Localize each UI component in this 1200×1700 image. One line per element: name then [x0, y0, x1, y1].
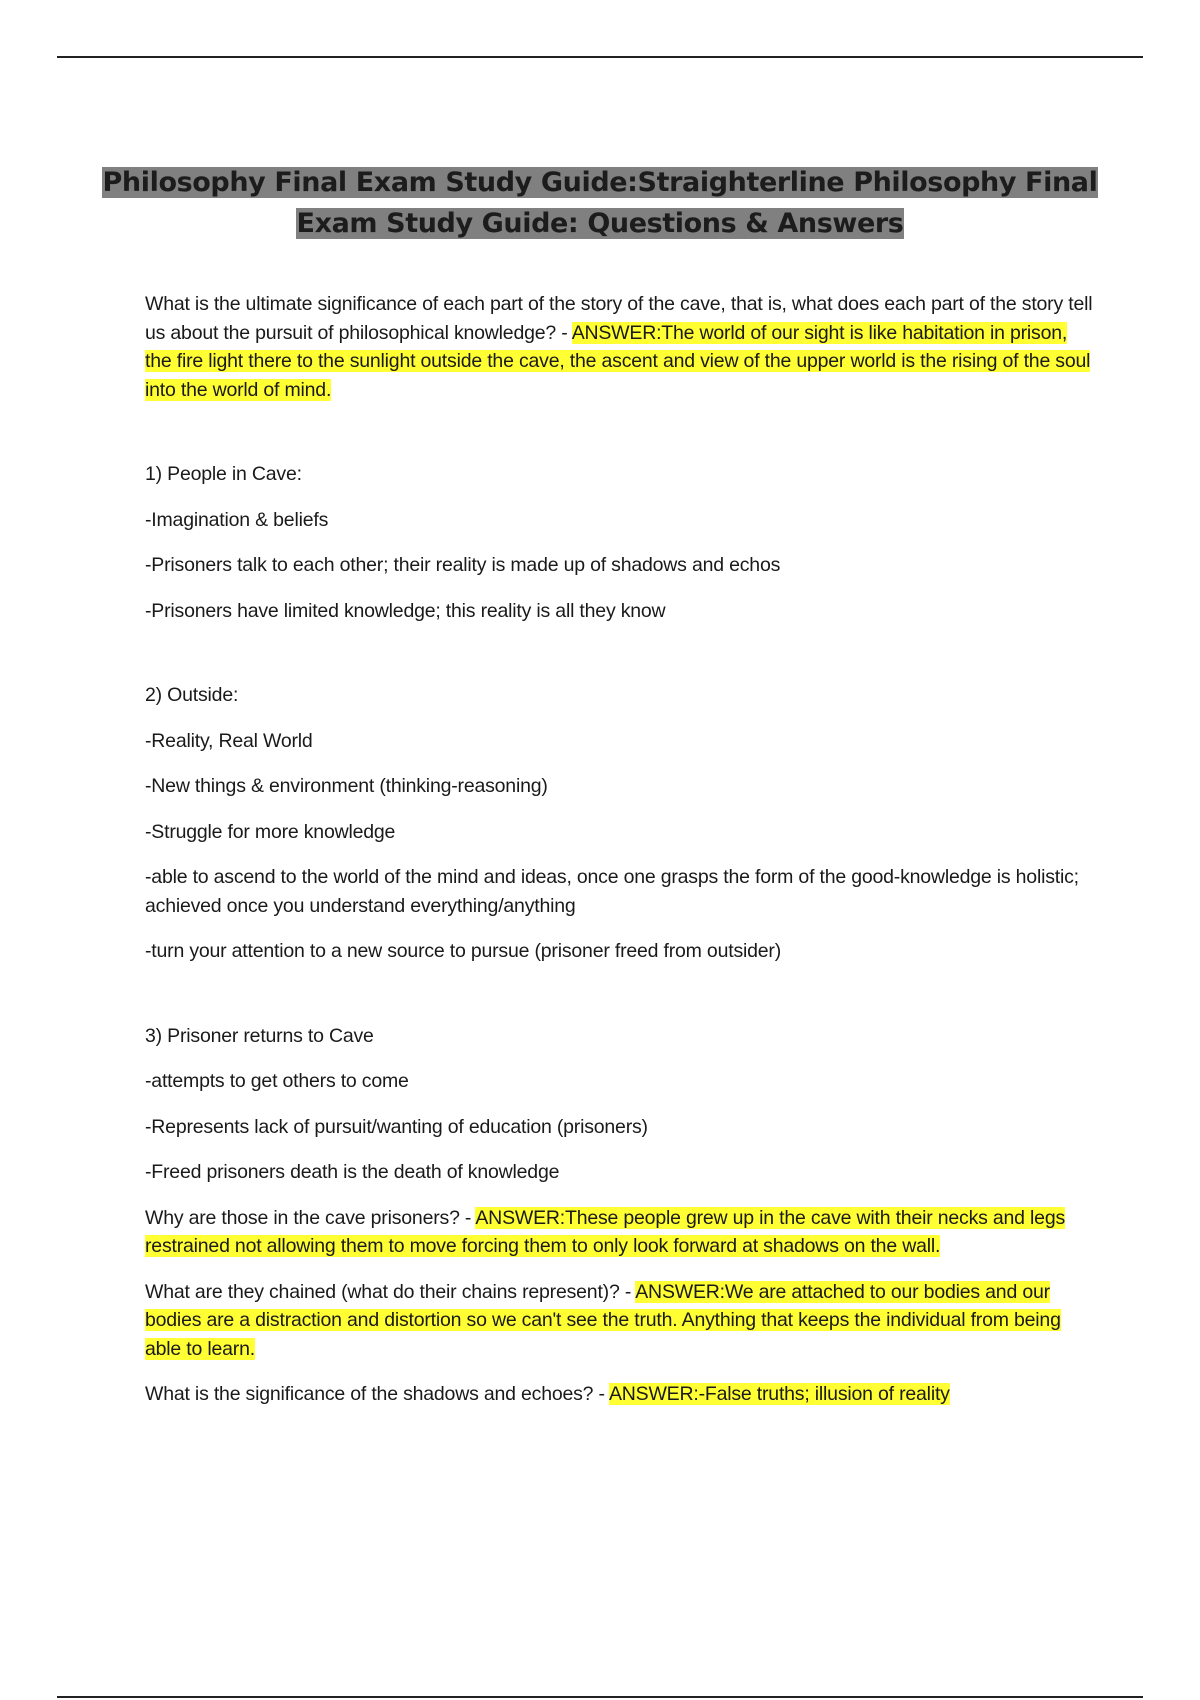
qa-chains [145, 1278, 1095, 1364]
document-body [145, 290, 1095, 1426]
list-item: -turn your attention to a new source to pursue (prisoner freed from outsider) [145, 940, 782, 962]
list-item: -able to ascend to the world of the mind and ideas, once one grasps the form of the good-knowledge is holistic; achieved once you understand everything/anything [145, 866, 1079, 917]
list-item: -Freed prisoners death is the death of knowledge [145, 1161, 560, 1183]
list-item: -Represents lack of pursuit/wanting of education (prisoners) [145, 1115, 648, 1138]
list-item: -Prisoners talk to each other; their reality is made up of shadows and echos [145, 554, 781, 576]
qa-prisoners [145, 1204, 1095, 1261]
answer-text: ANSWER:These people grew up in the cave with their necks and legs restrained not allowing them to move forcing them to only look forward at shadows on the wall. [145, 1206, 1066, 1257]
question-text: What are they chained (what do their chains represent)? - [145, 1280, 636, 1303]
list-item: -Prisoners have limited knowledge; this reality is all they know [145, 599, 666, 622]
list-item: -New things & environment (thinking-reasoning) [145, 775, 548, 797]
list-item: -Struggle for more knowledge [145, 820, 396, 843]
qa-shadows [145, 1380, 1095, 1409]
question-text: Why are those in the cave prisoners? - [145, 1206, 476, 1229]
list-item: -attempts to get others to come [145, 1070, 409, 1092]
answer-text: ANSWER:The world of our sight is like habitation in prison, the fire light there to the sunlight outside the cave, the ascent and view of the upper world is the rising of the soul into the world of mind. [145, 321, 1091, 401]
answer-text: ANSWER:We are attached to our bodies and our bodies are a distraction and distortion so we can't see the truth. Anything that keeps the individual from being able to learn. [145, 1280, 1061, 1360]
list-item: -Reality, Real World [145, 729, 313, 752]
section-heading: 3) Prisoner returns to Cave [145, 1024, 374, 1047]
answer-text: ANSWER:-False truths; illusion of reality [608, 1383, 950, 1405]
section-heading: 2) Outside: [145, 684, 239, 706]
qa-cave-significance [145, 290, 1095, 404]
list-item: -Imagination & beliefs [145, 508, 329, 531]
document-title [100, 162, 1100, 244]
section-heading: 1) People in Cave: [145, 463, 302, 485]
title-text: Philosophy Final Exam Study Guide:Straighterline Philosophy Final Exam Study Guide: Questions & Answers [102, 167, 1098, 240]
footer-rule [57, 1696, 1143, 1698]
question-text: What is the significance of the shadows and echoes? - [145, 1383, 609, 1405]
question-text: What is the ultimate significance of each part of the story of the cave, that is, what does each part of the story tell us about the pursuit of philosophical knowledge? - [145, 293, 1093, 344]
header-rule [57, 56, 1143, 58]
